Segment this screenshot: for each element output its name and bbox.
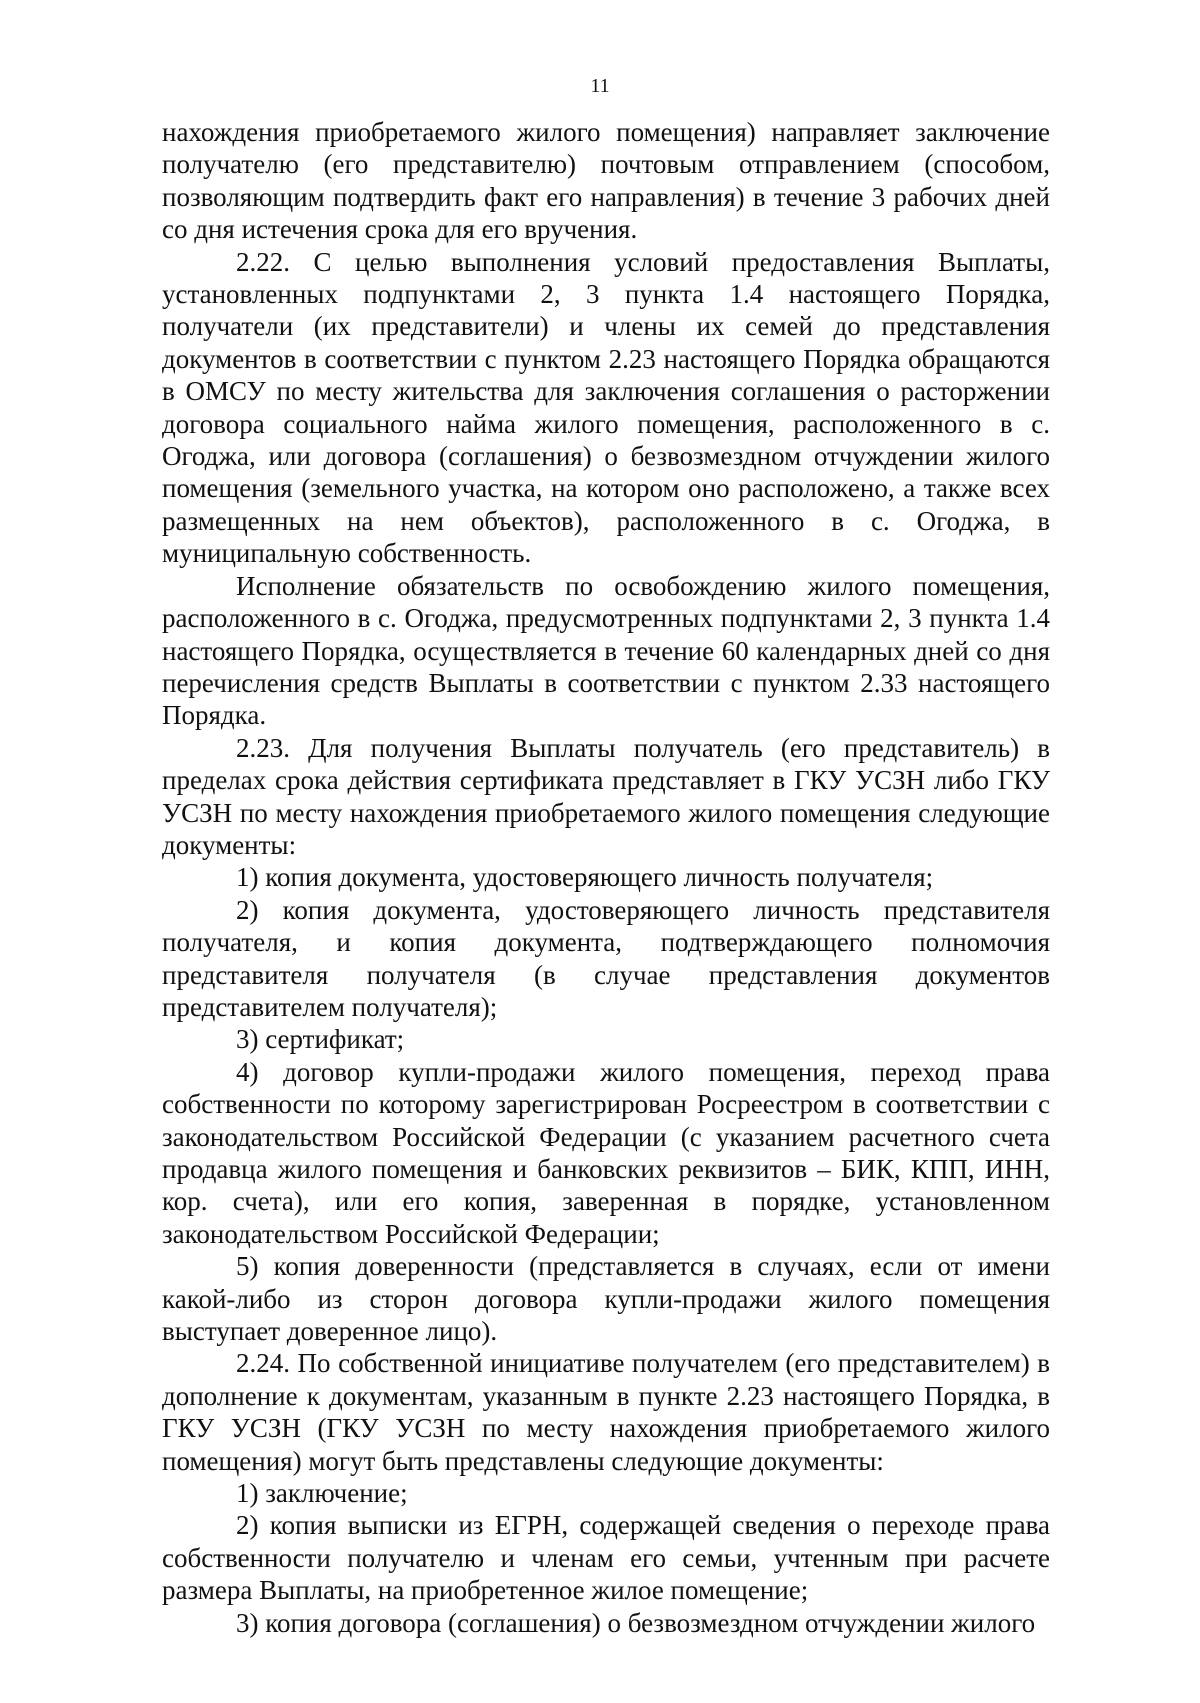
list-item-2-23-3: 3) сертификат; [236,1024,405,1055]
list-item-2-24-1: 1) заключение; [236,1478,408,1509]
list-item-2-23-5: 5) копия доверенности (представляется в случаях, если от имени какой-либо из сторон договора купли-продажи жилого помещения выступает доверенное лицо). [162,1251,1050,1347]
list-item-2-23-2: 2) копия документа, удостоверяющего личность представителя получателя, и копия документа, подтверждающего полномочия представителя получателя (в случае представления документов представителем получателя); [162,894,1050,1022]
paragraph-2-22: 2.22. С целью выполнения условий предоставления Выплаты, установленных подпунктами 2, 3 пункта 1.4 настоящего Порядка, получатели (их представители) и члены их семей до представления документов в соответствии с пунктом 2.23 настоящего Порядка обращаются в ОМСУ по месту жительства для заключения соглашения о расторжении договора социального найма жилого помещения, расположенного в с. Огоджа, или договора (соглашения) о безвозмездном отчуждении жилого помещения (земельного участка, на котором оно расположено, а также всех размещенных на нем объектов), расположенного в с. Огоджа, в муниципальную собственность. [162,246,1050,569]
page-number: 11 [590,75,610,97]
paragraph-obligations: Исполнение обязательств по освобождению жилого помещения, расположенного в с. Огоджа, предусмотренных подпунктами 2, 3 пункта 1.4 настоящего Порядка, осуществляется в течение 60 календарных дней со дня перечисления средств Выплаты в соответствии с пунктом 2.33 настоящего Порядка. [162,570,1050,731]
list-item-2-24-3: 3) копия договора (соглашения) о безвозмездном отчуждении жилого [236,1607,1036,1638]
document-body [162,116,1050,1639]
paragraph-2-23: 2.23. Для получения Выплаты получатель (его представитель) в пределах срока действия сертификата представляет в ГКУ УСЗН либо ГКУ УСЗН по месту нахождения приобретаемого жилого помещения следующие документы: [162,732,1050,860]
list-item-2-23-4: 4) договор купли-продажи жилого помещения, переход права собственности по которому зарегистрирован Росреестром в соответствии с законодательством Российской Федерации (с указанием расчетного счета продавца жилого помещения и банковских реквизитов – БИК, КПП, ИНН, кор. счета), или его копия, заверенная в порядке, установленном законодательством Российской Федерации; [162,1056,1050,1249]
paragraph-2-24: 2.24. По собственной инициативе получателем (его представителем) в дополнение к документам, указанным в пункте 2.23 настоящего Порядка, в ГКУ УСЗН (ГКУ УСЗН по месту нахождения приобретаемого жилого помещения) могут быть представлены следующие документы: [162,1348,1050,1476]
list-item-2-23-1: 1) копия документа, удостоверяющего личность получателя; [236,862,934,893]
list-item-2-24-2: 2) копия выписки из ЕГРН, содержащей сведения о переходе права собственности получателю и членам его семьи, учтенным при расчете размера Выплаты, на приобретенное жилое помещение; [162,1510,1050,1606]
paragraph-continuation: нахождения приобретаемого жилого помещения) направляет заключение получателю (его представителю) почтовым отправлением (способом, позволяющим подтвердить факт его направления) в течение 3 рабочих дней со дня истечения срока для его вручения. [162,117,1050,245]
